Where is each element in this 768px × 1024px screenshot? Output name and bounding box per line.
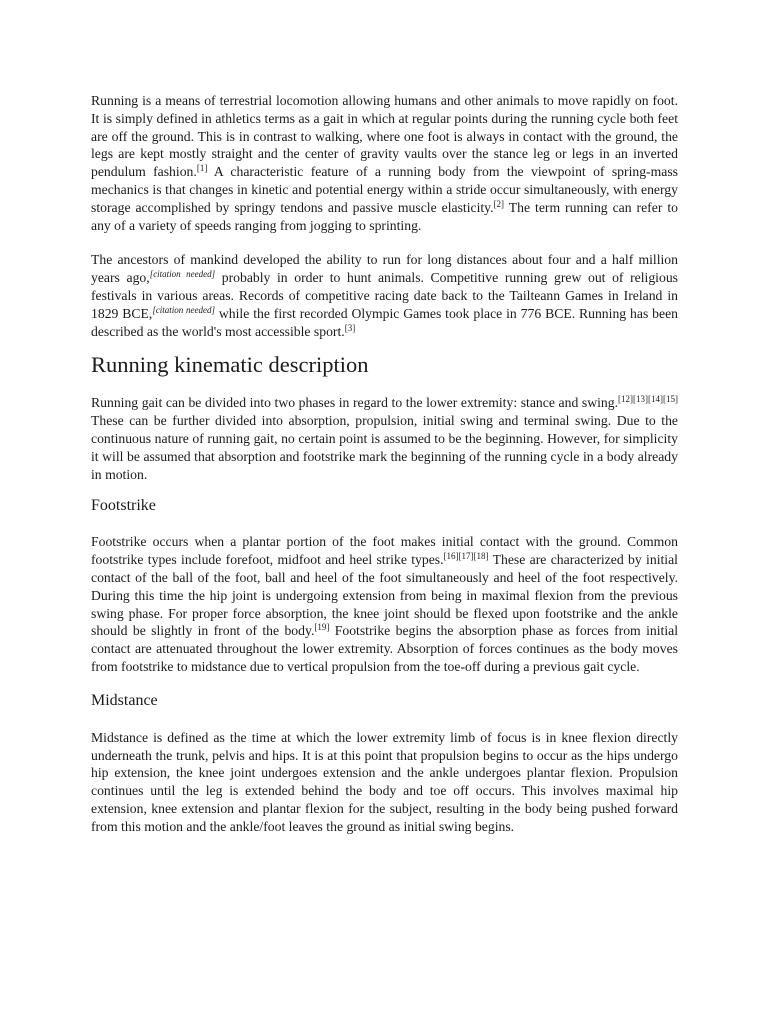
subsection-heading-midstance: Midstance bbox=[91, 691, 158, 709]
references-16-18[interactable]: [16][17][18] bbox=[443, 551, 489, 562]
text-run: Footstrike begins the absorption phase as forces from initial contact are attenuated throughout the lower extremity. Absorption of forces continues as the body moves from footstrike to midstance due to vertical propulsion from the toe-off during a previous gait cycle. bbox=[91, 623, 679, 674]
text-run: Running is a means of terrestrial locomotion allowing humans and other animals to move rapidly on foot. It is simply defined in athletics terms as a gait in which at regular points during the running cycle both feet are off the ground. This is in contrast to walking, where one foot is always in contact with the ground, the legs are kept mostly straight and the center of gravity vaults over the stance leg or legs in an inverted pendulum fashion. bbox=[91, 93, 678, 180]
text-run: The ancestors of mankind developed the ability to run for long distances about four and a half million years ago, bbox=[91, 252, 678, 286]
text-run: while the first recorded Olympic Games took place in 776 BCE. Running has been described as the world's most accessible sport. bbox=[91, 305, 678, 339]
document-page bbox=[91, 92, 678, 836]
subsection-heading-footstrike: Footstrike bbox=[91, 497, 156, 515]
intro-paragraph-2 bbox=[91, 251, 678, 340]
section-heading-kinematics: Running kinematic description bbox=[91, 352, 369, 378]
references-12-15[interactable]: [12][13][14][15] bbox=[618, 394, 678, 405]
reference-3[interactable]: [3] bbox=[344, 322, 356, 333]
text-run: probably in order to hunt animals. Competitive running grew out of religious festivals in various areas. Records of competitive racing date back to the Tailteann Games in Ireland in 1829 BCE, bbox=[91, 270, 678, 321]
citation-needed-1[interactable]: [citation needed] bbox=[149, 269, 216, 280]
reference-1[interactable]: [1] bbox=[196, 163, 208, 174]
reference-19[interactable]: [19] bbox=[314, 622, 330, 633]
text-run: A characteristic feature of a running body from the viewpoint of spring-mass mechanics is that changes in kinetic and potential energy within a stride occur simultaneously, with energy storage accomplished by springy tendons and passive muscle elasticity. bbox=[91, 164, 678, 215]
citation-needed-2[interactable]: [citation needed] bbox=[152, 304, 216, 315]
text-run: The term running can refer to any of a variety of speeds ranging from jogging to sprinting. bbox=[91, 199, 678, 233]
midstance-paragraph: Midstance is defined as the time at which the lower extremity limb of focus is in knee flexion directly underneath the trunk, pelvis and hips. It is at this point that propulsion begins to occur as the hips undergo hip extension, the knee joint undergoes extension and the ankle undergoes plantar flexion. Propulsion continues until the leg is extended behind the body and toe off occurs. This involves maximal hip extension, knee extension and plantar flexion for the subject, resulting in the body being pushed forward from this motion and the ankle/foot leaves the ground as initial swing begins. bbox=[91, 729, 678, 834]
intro-paragraph-1 bbox=[91, 92, 678, 234]
footstrike-paragraph bbox=[91, 533, 678, 675]
text-run: Footstrike occurs when a plantar portion of the foot makes initial contact with the ground. Common footstrike types include forefoot, midfoot and heel strike types. bbox=[91, 534, 678, 568]
text-run: Running gait can be divided into two phases in regard to the lower extremity: stance and swing. bbox=[91, 395, 619, 411]
kinematics-paragraph bbox=[91, 394, 678, 483]
text-run: These are characterized by initial contact of the ball of the foot, ball and heel of the foot simultaneously and heel of the foot respectively. During this time the hip joint is undergoing extension from being in maximal flexion from the previous swing phase. For proper force absorption, the knee joint should be flexed upon footstrike and the ankle should be slightly in front of the body. bbox=[91, 552, 678, 639]
reference-2[interactable]: [2] bbox=[493, 198, 505, 209]
text-run: These can be further divided into absorption, propulsion, initial swing and terminal swing. Due to the continuous nature of running gait, no certain point is assumed to be the beginning. However, for simplicity it will be assumed that absorption and footstrike mark the beginning of the running cycle in a body already in motion. bbox=[91, 413, 678, 482]
